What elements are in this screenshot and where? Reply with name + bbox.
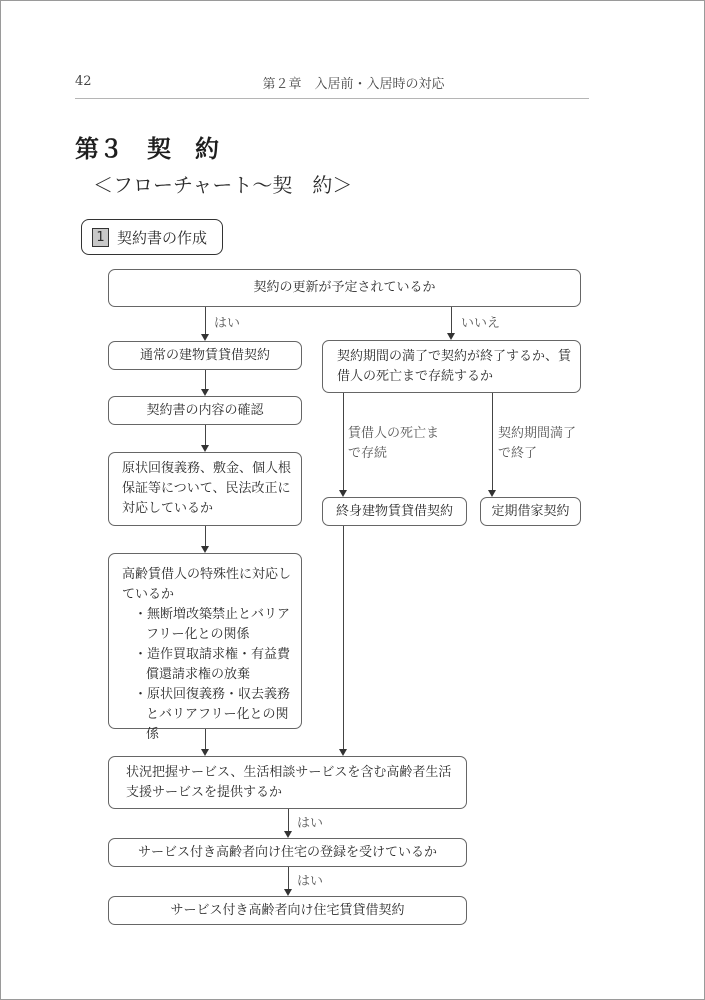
arrow-down-icon (339, 749, 347, 756)
section-label: 契約書の作成 (117, 228, 208, 247)
arrow-down-icon (201, 334, 209, 341)
section-heading-box (81, 219, 223, 255)
arrow-down-icon (339, 490, 347, 497)
registration-question-box (108, 838, 467, 867)
lifetime-lease-text: 終身建物賃貸借契約 (335, 503, 453, 519)
arrow-down-icon (201, 546, 209, 553)
expiry-question-box (322, 340, 581, 393)
renewal-question-box (108, 269, 581, 307)
branch-term-label: 契約期間満了で終了 (498, 426, 577, 461)
connector-line (205, 526, 206, 546)
connector-line (288, 809, 289, 831)
final-contract-box (108, 896, 467, 925)
arrow-down-icon (201, 389, 209, 396)
yes-label: はい (214, 316, 241, 331)
elderly-question-item: ・造作買取請求権・有益費償還請求権の放棄 (134, 647, 291, 682)
no-label: いいえ (461, 316, 501, 331)
final-contract-text: サービス付き高齢者向け住宅賃貸借契約 (170, 902, 405, 918)
section-title: 第３ 契 約 (75, 135, 219, 163)
lifetime-lease-box (322, 497, 467, 526)
yes-label: はい (297, 874, 324, 889)
arrow-down-icon (284, 831, 292, 838)
connector-line (205, 729, 206, 749)
flowchart-subtitle: ＜フローチャート～契 約＞ (93, 173, 353, 197)
branch-death-label: 賃借人の死亡まで存続 (348, 426, 440, 461)
elderly-question-item: ・原状回復義務・収去義務とバリアフリー化との関係 (134, 687, 291, 742)
elderly-question-item: ・無断増改築禁止とバリアフリー化との関係 (134, 607, 291, 642)
registration-question-text: サービス付き高齢者向け住宅の登録を受けているか (137, 844, 437, 860)
section-number: 1 (92, 228, 109, 247)
arrow-down-icon (284, 889, 292, 896)
connector-line (205, 307, 206, 334)
expiry-question-text: 契約期間の満了で契約が終了するか、賃借人の死亡まで存続するか (337, 348, 572, 384)
header-rule (75, 98, 589, 99)
connector-line (451, 307, 452, 333)
services-question-text: 状況把握サービス、生活相談サービスを含む高齢者生活支援サービスを提供するか (126, 764, 452, 800)
elderly-question-box (108, 553, 302, 742)
connector-line (343, 393, 344, 490)
chapter-title: 第２章 入居前・入居時の対応 (262, 77, 445, 92)
connector-line (343, 526, 344, 749)
connector-line (205, 425, 206, 445)
arrow-down-icon (447, 333, 455, 340)
yes-label: はい (297, 816, 324, 831)
normal-lease-text: 通常の建物賃貸借契約 (139, 347, 270, 363)
check-contents-text: 契約書の内容の確認 (146, 402, 264, 418)
connector-line (492, 393, 493, 490)
renewal-question-text: 契約の更新が予定されているか (253, 280, 436, 295)
arrow-down-icon (201, 749, 209, 756)
connector-line (205, 370, 206, 389)
services-question-box (108, 756, 467, 809)
civil-code-question-box (108, 452, 302, 526)
civil-code-question-text: 原状回復義務、敷金、個人根保証等について、民法改正に対応しているか (122, 461, 292, 516)
check-contents-box (108, 396, 302, 425)
connector-line (288, 867, 289, 889)
arrow-down-icon (488, 490, 496, 497)
fixed-term-lease-box (480, 497, 581, 526)
fixed-term-lease-text: 定期借家契約 (491, 503, 570, 519)
page-number: 42 (75, 74, 92, 89)
normal-lease-box (108, 341, 302, 370)
elderly-question-lead: 高齢賃借人の特殊性に対応しているか (122, 567, 292, 602)
arrow-down-icon (201, 445, 209, 452)
